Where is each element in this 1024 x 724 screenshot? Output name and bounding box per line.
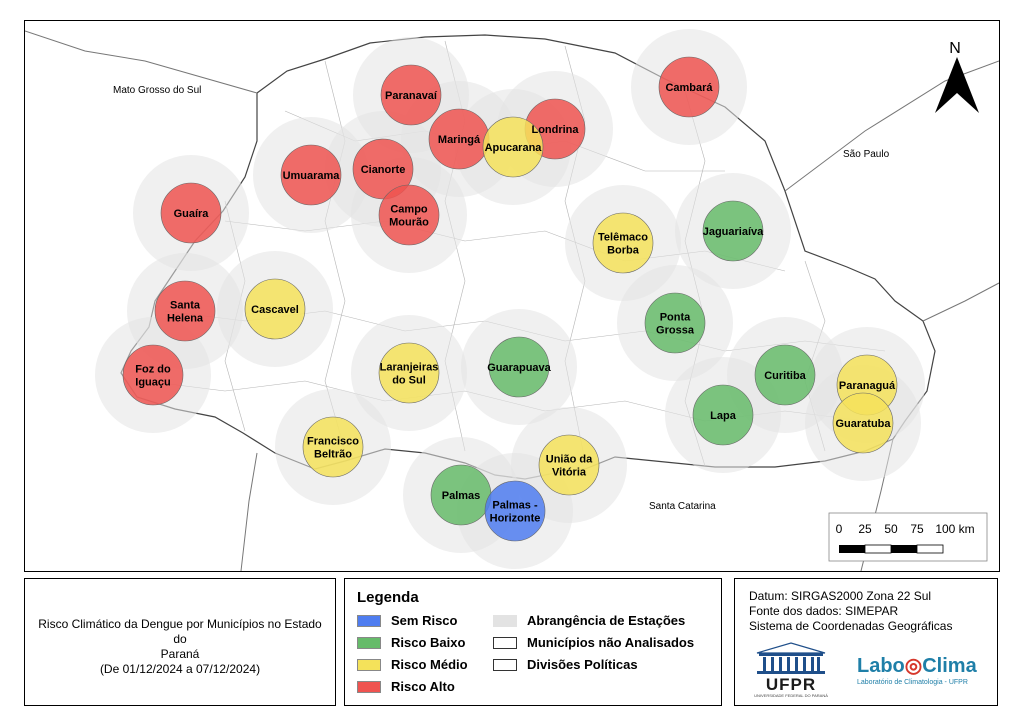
- station-label-uniao-da-vitoria: União da Vitória: [545, 453, 593, 479]
- legend-title: Legenda: [357, 589, 419, 606]
- sp-border: [785, 61, 999, 191]
- station-label-guarapuava: Guarapuava: [487, 362, 551, 374]
- map-title-line-3: (De 01/12/2024 a 07/12/2024): [99, 662, 261, 676]
- swatch-risco-medio: [357, 659, 381, 671]
- station-label-telemaco-borba: Telêmaco Borba: [598, 231, 648, 257]
- coord-system-text: Sistema de Coordenadas Geográficas: [749, 619, 953, 633]
- ufpr-subtitle: UNIVERSIDADE FEDERAL DO PARANÁ: [754, 693, 828, 698]
- swatch-divisoes: [493, 659, 517, 671]
- station-label-guaira: Guaíra: [173, 208, 209, 220]
- laboclima-logo: [857, 653, 977, 678]
- station-label-cianorte: Cianorte: [360, 164, 406, 176]
- legend-item-risco-alto: [357, 679, 455, 694]
- legend-item-nao-analisados: [493, 635, 694, 650]
- legend-label: Risco Alto: [391, 679, 455, 694]
- station-label-cambara: Cambará: [665, 82, 713, 94]
- station-label-ponta-grossa: Ponta Grossa: [656, 311, 694, 337]
- ufpr-building-icon: [753, 641, 829, 675]
- station-label-palmas: Palmas: [441, 490, 481, 502]
- scale-label: 0: [835, 522, 843, 536]
- neighbor-label-sp: São Paulo: [843, 149, 890, 160]
- map-title-line-2: Paraná: [160, 647, 200, 661]
- map-canvas: [25, 21, 999, 571]
- sc-border: [923, 283, 999, 321]
- station-label-paranavai: Paranavaí: [385, 90, 437, 102]
- swatch-risco-baixo: [357, 637, 381, 649]
- laboclima-word-a: Labo: [857, 655, 905, 677]
- ufpr-wordmark: UFPR: [765, 675, 817, 694]
- legend-item-divisoes: [493, 657, 638, 672]
- ms-border: [25, 31, 257, 93]
- legend-label: Sem Risco: [391, 613, 458, 628]
- legend-label: Risco Médio: [391, 657, 468, 672]
- legend-label: Risco Baixo: [391, 635, 466, 650]
- station-label-apucarana: Apucarana: [484, 142, 542, 154]
- station-label-umuarama: Umuarama: [282, 170, 340, 182]
- legend-item-sem-risco: [357, 613, 457, 628]
- legend-item-risco-medio: [357, 657, 468, 672]
- station-label-campo-mourao: Campo Mourão: [389, 203, 429, 229]
- swatch-nao-analisados: [493, 637, 517, 649]
- swatch-abrangencia: [493, 615, 517, 627]
- scale-label: 50: [884, 522, 898, 536]
- station-label-cascavel: Cascavel: [251, 304, 299, 316]
- station-label-curitiba: Curitiba: [764, 370, 806, 382]
- station-label-paranagua: Paranaguá: [838, 380, 896, 392]
- map-title-line-1: Risco Climático da Dengue por Municípios no Estado do: [38, 617, 322, 646]
- north-arrow-icon: [935, 40, 979, 113]
- swatch-risco-alto: [357, 681, 381, 693]
- station-label-londrina: Londrina: [531, 124, 579, 136]
- scale-label: 100 km: [935, 522, 975, 536]
- laboclima-word-b: Clima: [922, 655, 977, 677]
- north-label: N: [949, 40, 961, 57]
- ufpr-logo: [753, 641, 829, 697]
- station-label-santa-helena: Santa Helena: [166, 299, 204, 325]
- station-label-palmas-horizonte: Palmas -Horizonte: [489, 499, 541, 525]
- legend-label: Divisões Políticas: [527, 657, 638, 672]
- datum-text: Datum: SIRGAS2000 Zona 22 Sul: [749, 589, 932, 603]
- west-border: [241, 453, 257, 571]
- station-label-laranjeiras-do-sul: Laranjeiras do Sul: [379, 361, 439, 387]
- scale-label: 25: [858, 522, 872, 536]
- scale-bar: [829, 513, 987, 561]
- map-frame: [24, 20, 1000, 572]
- legend-panel: [344, 578, 722, 706]
- swatch-sem-risco: [357, 615, 381, 627]
- legend-item-risco-baixo: [357, 635, 465, 650]
- metadata-panel: [734, 578, 998, 706]
- map-title: [31, 617, 329, 677]
- station-label-jaguariaiva: Jaguariaíva: [702, 226, 764, 238]
- station-label-maringa: Maringá: [437, 134, 481, 146]
- laboclima-ring-icon: ◎: [904, 655, 923, 677]
- station-label-guaratuba: Guaratuba: [835, 418, 891, 430]
- station-label-foz-do-iguacu: Foz do Iguaçu: [135, 363, 171, 389]
- scale-label: 75: [910, 522, 924, 536]
- station-label-lapa: Lapa: [710, 410, 736, 422]
- map-title-panel: [24, 578, 336, 706]
- legend-item-abrangencia: [493, 613, 685, 628]
- legend-label: Municípios não Analisados: [527, 635, 695, 650]
- neighbor-label-sc: Santa Catarina: [649, 501, 716, 512]
- laboclima-subtitle: Laboratório de Climatologia - UFPR: [857, 679, 968, 686]
- legend-label: Abrangência de Estações: [527, 613, 686, 628]
- station-label-francisco-beltrao: Francisco Beltrão: [307, 435, 359, 461]
- source-text: Fonte dos dados: SIMEPAR: [749, 604, 899, 618]
- neighbor-label-ms: Mato Grosso do Sul: [113, 85, 202, 96]
